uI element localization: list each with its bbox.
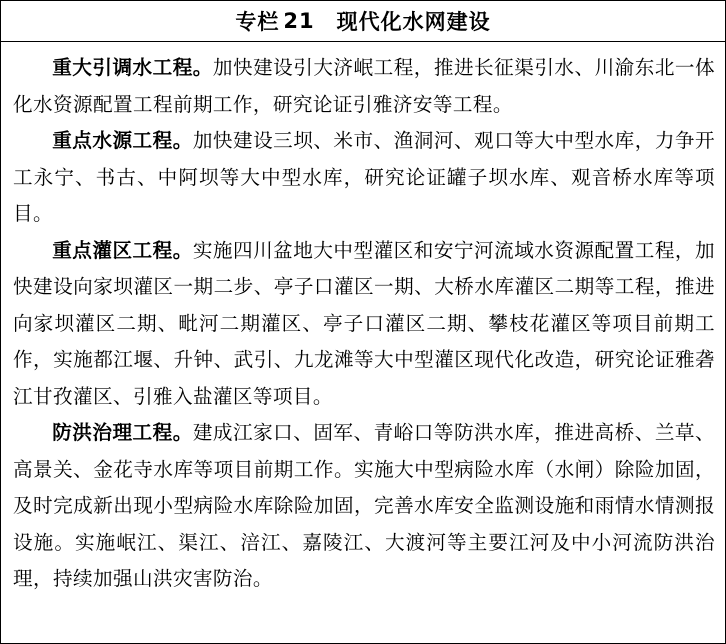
section-lead: 防洪治理工程。: [52, 421, 193, 444]
section-water-diversion: [13, 50, 715, 123]
section-flood-control: [13, 415, 715, 598]
section-lead: 重大引调水工程。: [52, 56, 213, 79]
box-content: [1, 42, 725, 598]
title-prefix: 专栏: [235, 10, 280, 34]
section-irrigation: [13, 233, 715, 416]
section-body: 建成江家口、固军、青峪口等防洪水库，推进高桥、兰草、高景关、金花寺水库等项目前期工作。实施大中型病险水库（水闸）除险加固，及时完成新出现小型病险水库除险加固，完善水库安全监测设施和雨情水情测报设施。实施岷江、渠江、涪江、嘉陵江、大渡河等主要江河及中小河流防洪治理，持续加强山洪灾害防治。: [13, 421, 715, 590]
section-water-source: [13, 123, 715, 233]
title-number: 21: [283, 9, 315, 33]
section-body: 加快建设引大济岷工程，推进长征渠引水、川渝东北一体化水资源配置工程前期工作，研究论证引雅济安等工程。: [13, 56, 716, 116]
section-lead: 重点水源工程。: [52, 129, 193, 152]
section-lead: 重点灌区工程。: [52, 238, 193, 262]
box-title: [1, 1, 725, 42]
title-text: 现代化水网建设: [336, 10, 491, 34]
section-body: 加快建设三坝、米市、渔洞河、观口等大中型水库，力争开工永宁、书古、中阿坝等大中型水库，研究论证罐子坝水库、观音桥水库等项目。: [13, 129, 715, 225]
section-body: 实施四川盆地大中型灌区和安宁河流域水资源配置工程，加快建设向家坝灌区一期二步、亭子口灌区一期、大桥水库灌区二期等工程，推进向家坝灌区二期、毗河二期灌区、亭子口灌区二期、攀枝花灌区等项目前期工作，实施都江堰、升钟、武引、九龙滩等大中型灌区现代化改造，研究论证雅砻江甘孜灌区、引雅入盐灌区等项目。: [13, 238, 715, 408]
